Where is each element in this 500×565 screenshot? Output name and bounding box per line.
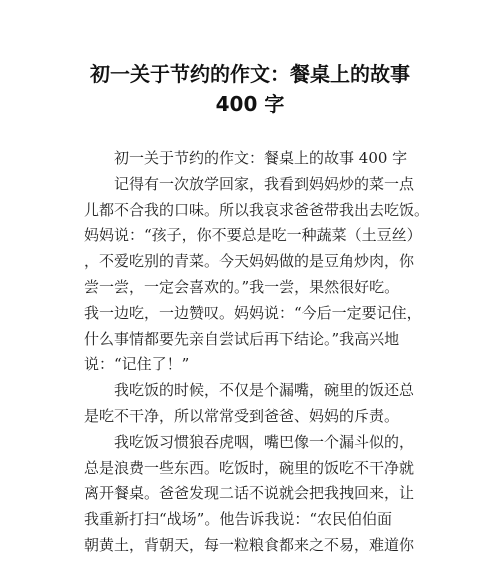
paragraph-3-line: 我重新打扫“战场”。他告诉我说：“农民伯伯面 bbox=[84, 510, 393, 529]
paragraph-1-line: 我一边吃，一边赞叹。妈妈说：“今后一定要记住， bbox=[84, 303, 422, 322]
paragraph-1-line: ，不爱吃别的青菜。今天妈妈做的是豆角炒肉，你 bbox=[84, 252, 415, 271]
document-title-continued: 400 字 bbox=[215, 92, 285, 116]
paragraph-1-line: 尝一尝，一定会喜欢的。”我一尝，果然很好吃。 bbox=[84, 277, 400, 296]
paragraph-3-line: 总是浪费一些东西。吃饭时，碗里的饭吃不干净就 bbox=[84, 458, 415, 477]
paragraph-1-line: 说：“记住了！” bbox=[84, 355, 190, 374]
article-subheading: 初一关于节约的作文：餐桌上的故事 400 字 bbox=[114, 149, 408, 167]
article-body bbox=[84, 146, 434, 559]
paragraph-1-line: 妈妈说：“孩子，你不要总是吃一种蔬菜（土豆丝） bbox=[84, 226, 422, 245]
paragraph-1-line: 儿都不合我的口味。所以我哀求爸爸带我出去吃饭。 bbox=[84, 200, 430, 219]
paragraph-3-line: 离开餐桌。爸爸发现二话不说就会把我拽回来，让 bbox=[84, 484, 415, 503]
paragraph-1-line: 什么事情都要先亲自尝试后再下结论。”我高兴地 bbox=[84, 329, 400, 348]
paragraph-3-line: 我吃饭习惯狼吞虎咽，嘴巴像一个漏斗似的， bbox=[114, 432, 415, 451]
document-title: 初一关于节约的作文：餐桌上的故事 bbox=[90, 62, 410, 86]
paragraph-2-line: 是吃不干净，所以常常受到爸爸、妈妈的斥责。 bbox=[84, 406, 400, 425]
paragraph-3-line: 朝黄土，背朝天，每一粒粮食都来之不易，难道你 bbox=[84, 535, 415, 554]
paragraph-1-line: 记得有一次放学回家，我看到妈妈炒的菜一点 bbox=[114, 174, 415, 193]
paragraph-2-line: 我吃饭的时候，不仅是个漏嘴，碗里的饭还总 bbox=[114, 381, 415, 400]
